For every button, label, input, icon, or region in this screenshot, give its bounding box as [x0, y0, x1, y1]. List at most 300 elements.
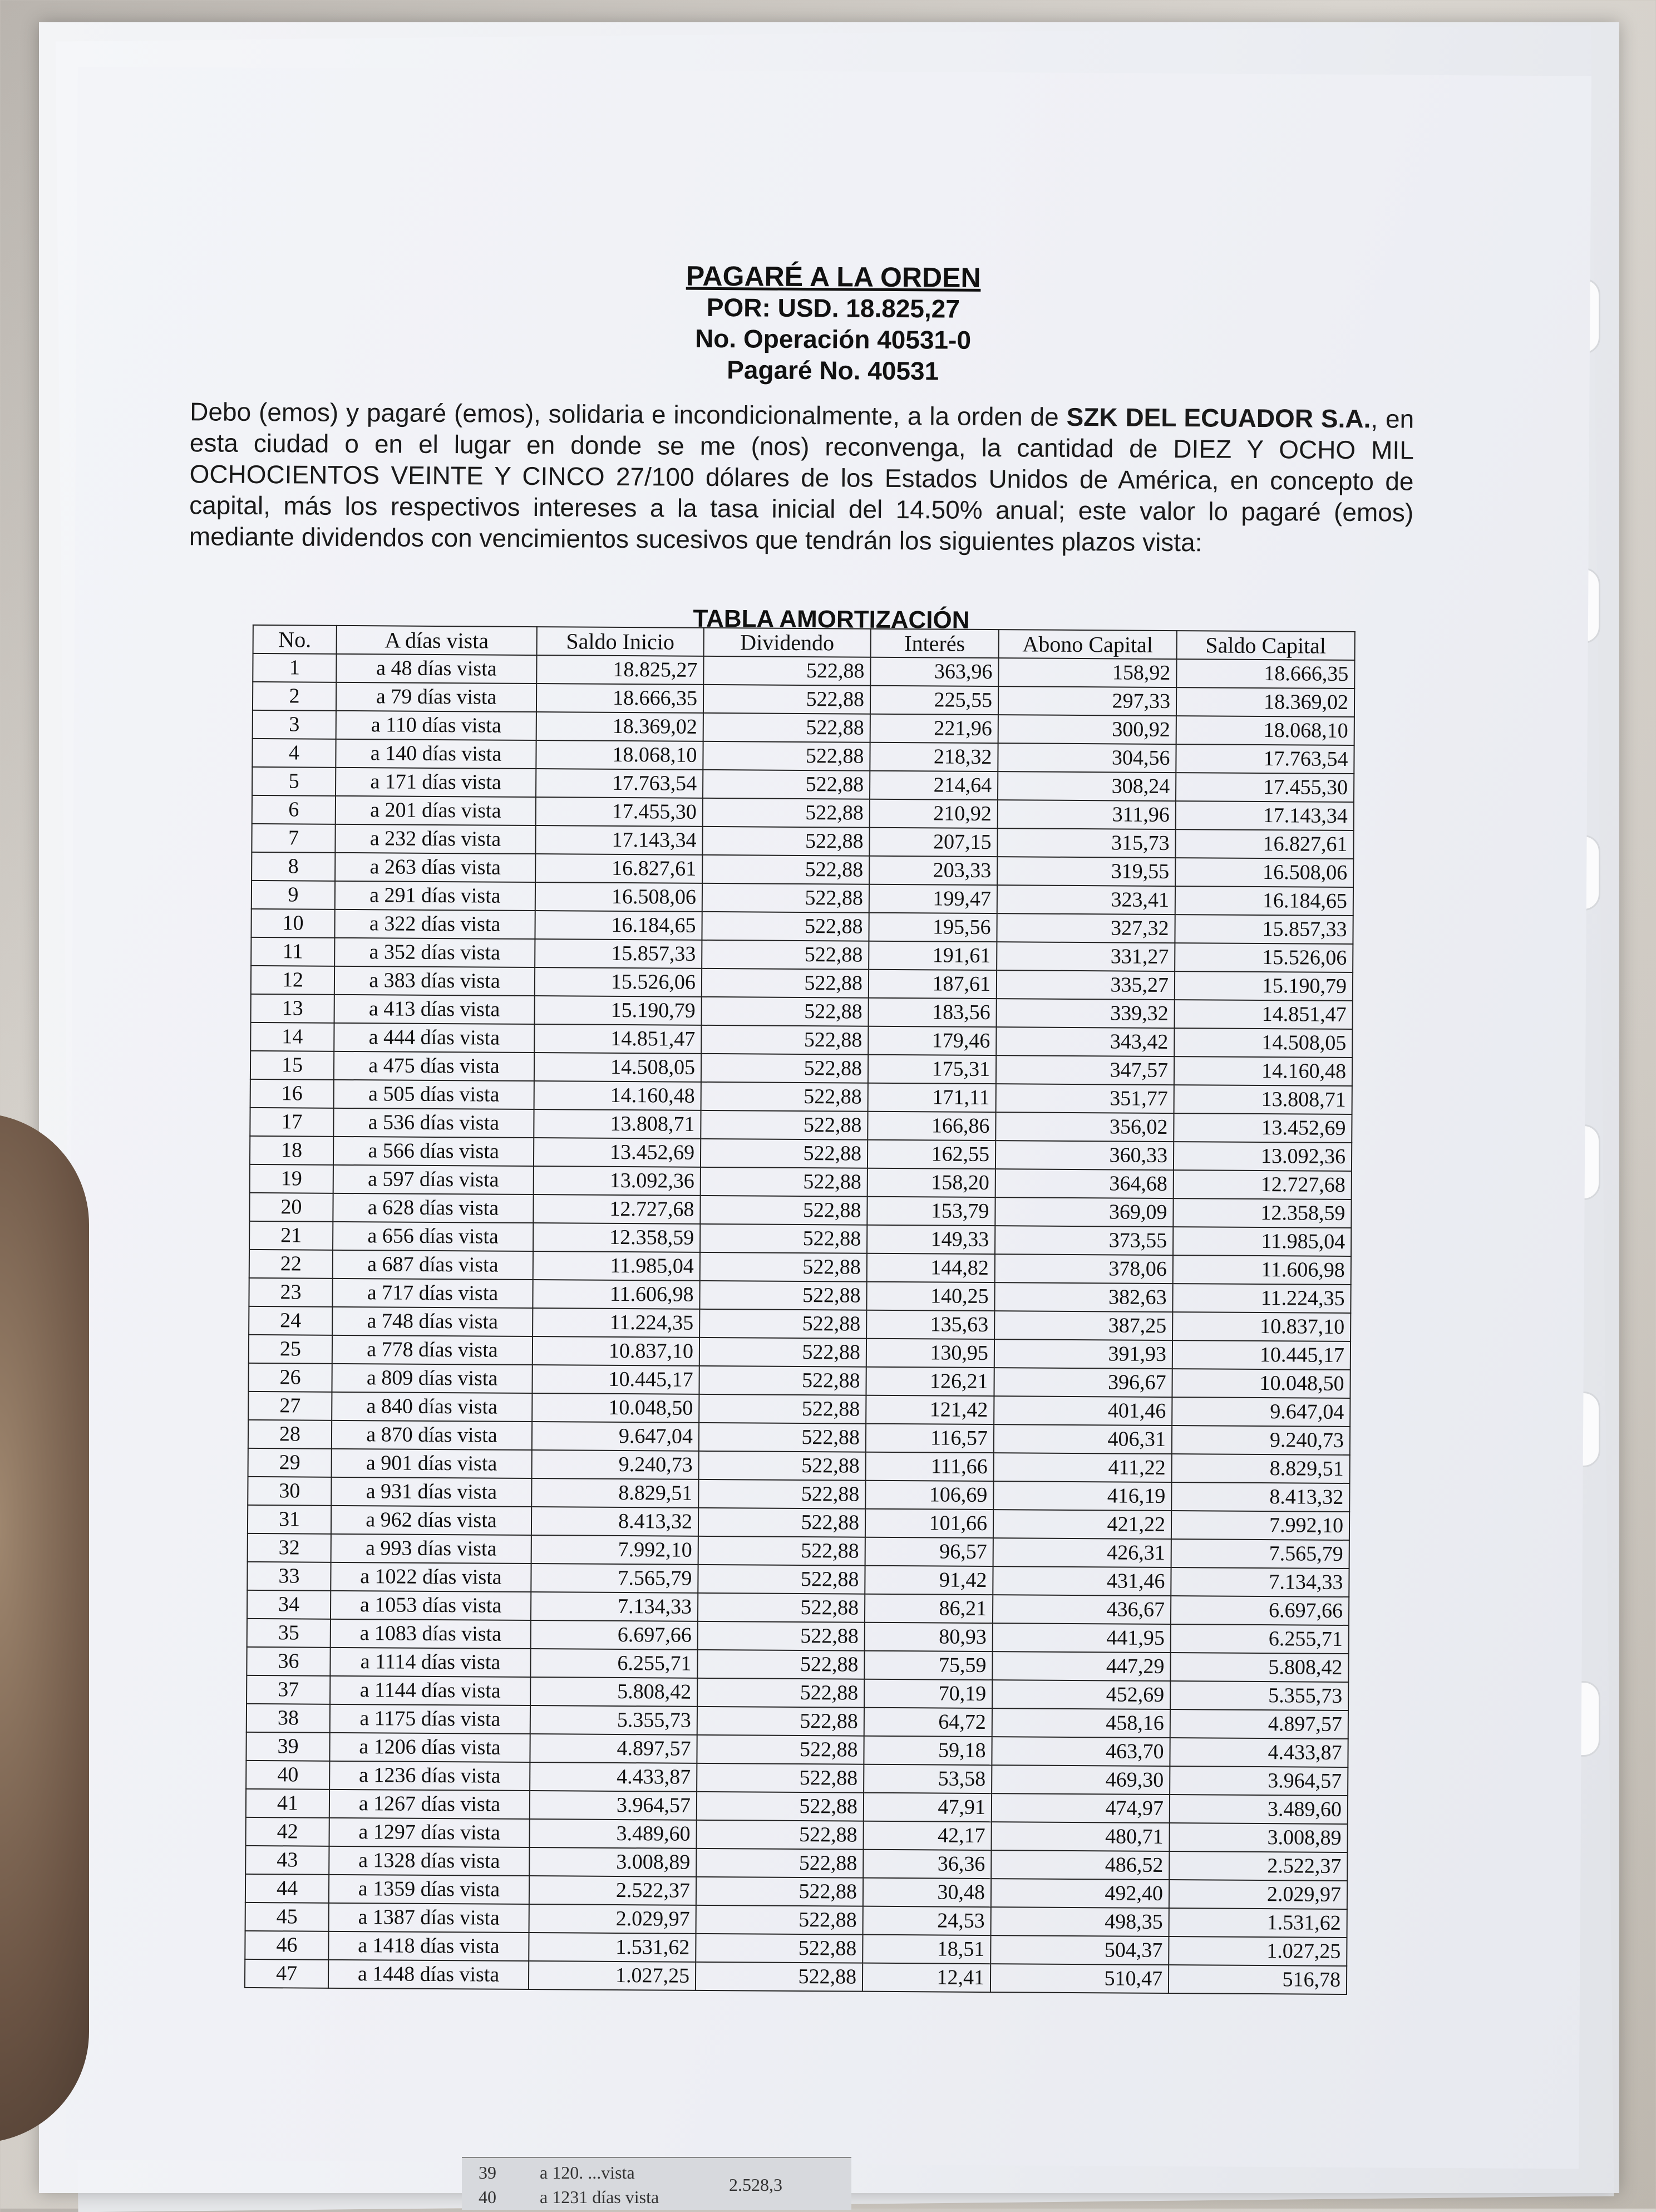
- cell-abono-capital: 373,55: [995, 1226, 1173, 1255]
- cell-saldo-inicio: 18.666,35: [536, 684, 703, 713]
- cell-saldo-inicio: 16.184,65: [535, 911, 702, 940]
- cell-saldo-inicio: 9.647,04: [532, 1422, 699, 1451]
- cell-saldo-capital: 12.358,59: [1173, 1198, 1351, 1228]
- cell-interes: 183,56: [868, 998, 996, 1027]
- cell-dividendo: 522,88: [702, 855, 869, 884]
- cell-dividendo: 522,88: [697, 1792, 864, 1821]
- cell-saldo-capital: 14.508,05: [1174, 1028, 1352, 1058]
- cell-dias-vista: a 110 días vista: [336, 711, 536, 740]
- cell-no: 47: [245, 1959, 328, 1988]
- cell-saldo-capital: 3.008,89: [1169, 1823, 1347, 1852]
- cell-saldo-capital: 9.647,04: [1172, 1397, 1350, 1427]
- cell-no: 46: [245, 1931, 328, 1960]
- cell-interes: 30,48: [863, 1878, 991, 1907]
- cell-saldo-inicio: 18.825,27: [536, 655, 703, 685]
- column-header-saldo-inicio: Saldo Inicio: [537, 627, 704, 656]
- cell-dias-vista: a 840 días vista: [332, 1392, 532, 1422]
- cell-saldo-capital: 18.369,02: [1176, 687, 1354, 717]
- cell-no: 14: [250, 1023, 334, 1051]
- cell-no: 6: [252, 795, 336, 824]
- cell-no: 38: [247, 1704, 330, 1733]
- cell-abono-capital: 431,46: [993, 1566, 1171, 1596]
- cell-abono-capital: 452,69: [992, 1680, 1170, 1709]
- cell-abono-capital: 469,30: [992, 1765, 1170, 1795]
- cell-interes: 80,93: [865, 1623, 993, 1651]
- column-header-abono-capital: Abono Capital: [999, 630, 1177, 659]
- cell-saldo-capital: 7.565,79: [1171, 1539, 1349, 1569]
- cell-saldo-capital: 18.666,35: [1176, 659, 1354, 689]
- cell-interes: 135,63: [866, 1310, 994, 1339]
- cell-dividendo: 522,88: [699, 1366, 866, 1395]
- cell-saldo-inicio: 5.808,42: [530, 1677, 697, 1707]
- cell-interes: 91,42: [865, 1566, 993, 1595]
- cell-no: 28: [248, 1420, 332, 1449]
- cell-no: 7: [252, 824, 335, 853]
- cell-saldo-inicio: 6.255,71: [530, 1649, 697, 1678]
- cell-no: 10: [251, 909, 334, 938]
- cell-saldo-capital: 13.452,69: [1174, 1113, 1352, 1143]
- cell-saldo-inicio: 14.851,47: [534, 1024, 701, 1054]
- cell-interes: 187,61: [869, 970, 997, 999]
- cell-interes: 75,59: [864, 1651, 992, 1680]
- cell-saldo-inicio: 13.452,69: [534, 1138, 701, 1167]
- cell-no: 34: [247, 1590, 331, 1619]
- cell-saldo-capital: 17.763,54: [1176, 744, 1354, 774]
- cell-dividendo: 522,88: [703, 770, 870, 799]
- cell-saldo-capital: 12.727,68: [1174, 1170, 1352, 1200]
- promissory-paragraph: [189, 396, 1414, 559]
- cell-interes: 218,32: [870, 743, 998, 771]
- cell-no: 25: [249, 1335, 332, 1364]
- cell-no: 4: [252, 739, 336, 768]
- cell-dividendo: 522,88: [703, 685, 870, 714]
- cell-interes: 101,66: [865, 1509, 993, 1538]
- cell-no: 15: [250, 1051, 334, 1080]
- cell-dividendo: 522,88: [698, 1565, 865, 1594]
- cell-abono-capital: 378,06: [995, 1254, 1173, 1284]
- cell-saldo-capital: 10.837,10: [1172, 1312, 1351, 1341]
- cell-dias-vista: a 171 días vista: [336, 768, 536, 797]
- cell-interes: 106,69: [865, 1481, 993, 1510]
- column-header-no: No.: [253, 625, 337, 654]
- cell-no: 31: [248, 1505, 331, 1534]
- cell-saldo-capital: 14.160,48: [1174, 1056, 1352, 1086]
- cell-abono-capital: 315,73: [997, 828, 1175, 858]
- cell-saldo-inicio: 7.565,79: [531, 1564, 698, 1593]
- cell-saldo-inicio: 4.897,57: [530, 1734, 697, 1763]
- cell-abono-capital: 323,41: [997, 885, 1175, 915]
- cell-saldo-capital: 2.522,37: [1169, 1851, 1347, 1881]
- cell-dias-vista: a 475 días vista: [334, 1051, 534, 1081]
- cell-no: 33: [247, 1562, 331, 1591]
- cell-interes: 162,55: [868, 1140, 995, 1169]
- cell-no: 45: [245, 1903, 329, 1931]
- cell-dividendo: 522,88: [702, 969, 869, 998]
- cell-dias-vista: a 1053 días vista: [331, 1591, 531, 1620]
- cell-dividendo: 522,88: [703, 741, 870, 771]
- cell-no: 43: [245, 1846, 329, 1875]
- cell-dias-vista: a 1206 días vista: [329, 1733, 530, 1762]
- document-title: PAGARÉ A LA ORDEN: [686, 260, 981, 293]
- cell-saldo-capital: 13.092,36: [1174, 1142, 1352, 1171]
- cell-saldo-capital: 8.413,32: [1171, 1482, 1349, 1512]
- cell-dividendo: 522,88: [698, 1536, 865, 1566]
- cell-dias-vista: a 1022 días vista: [331, 1562, 531, 1592]
- cell-dividendo: 522,88: [700, 1224, 867, 1254]
- cell-abono-capital: 396,67: [994, 1368, 1172, 1397]
- cell-abono-capital: 474,97: [992, 1793, 1170, 1823]
- cell-dias-vista: a 413 días vista: [334, 995, 535, 1024]
- column-header-dias: A días vista: [337, 626, 537, 655]
- cell-abono-capital: 158,92: [998, 658, 1176, 687]
- cell-saldo-inicio: 11.606,98: [533, 1280, 699, 1309]
- cell-no: 11: [251, 937, 334, 966]
- cell-dividendo: 522,88: [696, 1849, 863, 1878]
- cell-saldo-capital: 1.027,25: [1169, 1936, 1347, 1966]
- cell-saldo-capital: 516,78: [1169, 1965, 1347, 1994]
- cell-abono-capital: 360,33: [995, 1141, 1174, 1170]
- cell-no: 16: [250, 1079, 334, 1108]
- cell-interes: 144,82: [867, 1254, 995, 1282]
- cell-saldo-inicio: 1.027,25: [529, 1961, 696, 1990]
- cell-no: 18: [250, 1136, 333, 1165]
- cell-saldo-capital: 6.255,71: [1171, 1624, 1349, 1654]
- cell-dias-vista: a 1387 días vista: [329, 1903, 529, 1933]
- cell-interes: 24,53: [863, 1906, 991, 1935]
- paragraph-part1: Debo (emos) y pagaré (emos), solidaria e incondicionalmente, a la orden de: [190, 397, 1067, 431]
- cell-abono-capital: 335,27: [997, 970, 1175, 1000]
- cell-abono-capital: 300,92: [998, 715, 1176, 744]
- cell-dias-vista: a 687 días vista: [333, 1250, 533, 1280]
- cell-saldo-inicio: 13.092,36: [534, 1166, 701, 1196]
- cell-abono-capital: 327,32: [997, 913, 1175, 943]
- cell-dias-vista: a 597 días vista: [333, 1165, 534, 1195]
- cell-abono-capital: 319,55: [997, 857, 1175, 886]
- cell-abono-capital: 364,68: [995, 1169, 1174, 1198]
- cell-saldo-inicio: 2.029,97: [529, 1904, 696, 1934]
- creditor-name: SZK DEL ECUADOR S.A.: [1066, 402, 1371, 434]
- cell-dias-vista: a 993 días vista: [331, 1534, 531, 1564]
- cell-abono-capital: 351,77: [996, 1084, 1174, 1113]
- cell-dias-vista: a 1267 días vista: [329, 1790, 530, 1819]
- cell-dividendo: 522,88: [696, 1905, 863, 1935]
- cell-saldo-inicio: 17.455,30: [536, 797, 703, 827]
- cell-dividendo: 522,88: [697, 1735, 864, 1764]
- cell-no: 23: [249, 1278, 332, 1307]
- cell-dias-vista: a 505 días vista: [334, 1080, 534, 1109]
- cell-interes: 42,17: [863, 1821, 991, 1850]
- cell-saldo-capital: 1.531,62: [1169, 1908, 1347, 1938]
- cell-abono-capital: 308,24: [998, 771, 1176, 801]
- cell-saldo-capital: 13.808,71: [1174, 1085, 1352, 1114]
- cell-no: 19: [250, 1164, 333, 1193]
- cell-abono-capital: 401,46: [994, 1396, 1172, 1425]
- cell-abono-capital: 458,16: [992, 1708, 1170, 1738]
- cell-abono-capital: 480,71: [991, 1822, 1169, 1851]
- cell-dias-vista: a 717 días vista: [332, 1279, 533, 1308]
- cell-saldo-capital: 10.048,50: [1172, 1369, 1350, 1398]
- cell-abono-capital: 387,25: [994, 1311, 1172, 1340]
- cell-interes: 210,92: [870, 799, 998, 828]
- cell-no: 24: [249, 1306, 332, 1335]
- cell-dividendo: 522,88: [701, 1110, 868, 1140]
- cell-abono-capital: 426,31: [993, 1538, 1171, 1567]
- cell-no: 44: [245, 1874, 329, 1903]
- cell-dividendo: 522,88: [698, 1508, 865, 1537]
- cell-dividendo: 522,88: [701, 1025, 868, 1055]
- cell-dias-vista: a 48 días vista: [336, 654, 536, 684]
- cell-no: 21: [249, 1221, 333, 1250]
- cell-dividendo: 522,88: [699, 1451, 866, 1481]
- cell-dias-vista: a 1083 días vista: [331, 1619, 531, 1649]
- cell-abono-capital: 411,22: [994, 1453, 1172, 1482]
- cell-saldo-capital: 11.606,98: [1173, 1255, 1351, 1285]
- cell-saldo-inicio: 6.697,66: [531, 1620, 698, 1650]
- cell-saldo-inicio: 5.355,73: [530, 1705, 697, 1735]
- cell-saldo-capital: 14.851,47: [1174, 1000, 1352, 1029]
- cell-saldo-capital: 3.964,57: [1170, 1766, 1348, 1796]
- cell-saldo-capital: 17.455,30: [1176, 773, 1354, 802]
- cell-saldo-inicio: 16.827,61: [535, 854, 702, 883]
- cell-no: 2: [253, 682, 336, 711]
- cell-interes: 175,31: [868, 1055, 996, 1084]
- cell-no: 35: [247, 1619, 331, 1648]
- cell-saldo-inicio: 10.048,50: [532, 1393, 699, 1423]
- cell-dividendo: 522,88: [703, 713, 870, 743]
- operation-line: No. Operación 40531-0: [694, 323, 972, 355]
- cell-saldo-capital: 7.134,33: [1171, 1567, 1349, 1597]
- cell-interes: 18,51: [862, 1935, 990, 1964]
- cell-saldo-inicio: 7.134,33: [531, 1592, 698, 1621]
- cell-saldo-capital: 16.184,65: [1175, 886, 1353, 916]
- cell-dias-vista: a 383 días vista: [334, 966, 535, 996]
- cell-dias-vista: a 444 días vista: [334, 1023, 534, 1053]
- cell-saldo-inicio: 18.068,10: [536, 740, 703, 770]
- cell-interes: 36,36: [863, 1850, 991, 1879]
- underlying-table-fragment: [462, 2157, 851, 2210]
- cell-dias-vista: a 263 días vista: [335, 853, 535, 882]
- cell-abono-capital: 406,31: [994, 1424, 1172, 1454]
- cell-dividendo: 522,88: [703, 798, 870, 828]
- cell-dias-vista: a 1328 días vista: [329, 1846, 529, 1876]
- cell-interes: 171,11: [868, 1083, 996, 1112]
- cell-saldo-capital: 4.897,57: [1170, 1709, 1348, 1739]
- cell-interes: 70,19: [864, 1679, 992, 1708]
- cell-interes: 86,21: [865, 1594, 993, 1623]
- cell-dividendo: 522,88: [697, 1650, 864, 1679]
- cell-saldo-capital: 3.489,60: [1170, 1795, 1348, 1824]
- cell-no: 20: [249, 1193, 333, 1222]
- cell-no: 26: [248, 1363, 332, 1392]
- cell-saldo-capital: 18.068,10: [1176, 716, 1354, 745]
- cell-dividendo: 522,88: [699, 1423, 866, 1452]
- cell-saldo-capital: 4.433,87: [1170, 1738, 1348, 1767]
- cell-interes: 96,57: [865, 1537, 993, 1566]
- cell-abono-capital: 347,57: [996, 1055, 1174, 1085]
- cell-saldo-capital: 11.224,35: [1172, 1284, 1351, 1313]
- cell-dias-vista: a 962 días vista: [331, 1506, 531, 1535]
- cell-dividendo: 522,88: [696, 1820, 863, 1850]
- cell-saldo-inicio: 14.160,48: [534, 1081, 701, 1110]
- cell-dividendo: 522,88: [699, 1394, 866, 1424]
- cell-interes: 199,47: [869, 884, 997, 913]
- cell-interes: 363,96: [870, 657, 998, 686]
- cell-dividendo: 522,88: [698, 1479, 865, 1509]
- cell-saldo-inicio: 3.964,57: [530, 1791, 697, 1820]
- cell-saldo-capital: 16.508,06: [1175, 858, 1353, 887]
- cell-dias-vista: a 1297 días vista: [329, 1818, 529, 1847]
- cell-no: 39: [246, 1732, 329, 1761]
- cell-no: 36: [247, 1647, 330, 1676]
- cell-abono-capital: 492,40: [991, 1879, 1169, 1908]
- cell-saldo-inicio: 15.526,06: [535, 967, 702, 997]
- cell-dias-vista: a 901 días vista: [332, 1449, 532, 1478]
- cell-saldo-capital: 5.808,42: [1170, 1653, 1348, 1682]
- cell-saldo-inicio: 16.508,06: [535, 882, 702, 912]
- cell-interes: 179,46: [868, 1026, 996, 1055]
- cell-interes: 191,61: [869, 941, 997, 970]
- cell-dividendo: 522,88: [702, 997, 869, 1026]
- paragraph-part2: , en esta ciudad o en el lugar en donde se me (nos) reconvenga, la cantidad de DIEZ Y OCHO MIL OCHOCIENTOS VEINTE Y CINCO 27/100 dólares de los Estados Unidos de América, en concepto de capital, más los respectivos intereses a la tasa inicial del 14.50% anual; este valor lo pagaré (emos) mediante dividendos con vencimientos sucesivos que tendrán los siguientes plazos vista:: [189, 404, 1414, 557]
- cell-no: 8: [252, 852, 335, 881]
- cell-no: 1: [253, 653, 336, 682]
- cell-saldo-capital: 11.985,04: [1173, 1227, 1351, 1256]
- column-header-saldo-capital: Saldo Capital: [1177, 631, 1355, 660]
- cell-interes: 53,58: [864, 1764, 992, 1793]
- cell-abono-capital: 311,96: [998, 800, 1176, 829]
- amount-line: POR: USD. 18.825,27: [706, 292, 960, 323]
- cell-abono-capital: 339,32: [996, 999, 1174, 1028]
- cell-abono-capital: 421,22: [993, 1510, 1171, 1539]
- cell-saldo-inicio: 3.008,89: [529, 1847, 696, 1877]
- cell-dias-vista: a 322 días vista: [334, 910, 535, 939]
- cell-saldo-inicio: 2.522,37: [529, 1876, 696, 1905]
- cell-no: 9: [252, 881, 335, 910]
- cell-abono-capital: 331,27: [997, 942, 1175, 971]
- column-header-interes: Interés: [871, 629, 999, 658]
- table-row: [245, 1959, 1347, 1994]
- cell-saldo-capital: 10.445,17: [1172, 1340, 1351, 1370]
- cell-interes: 203,33: [869, 856, 997, 885]
- cell-abono-capital: 486,52: [991, 1850, 1169, 1880]
- cell-dias-vista: a 809 días vista: [332, 1364, 532, 1393]
- cell-no: 37: [247, 1675, 330, 1704]
- cell-interes: 195,56: [869, 913, 997, 942]
- cell-dias-vista: a 628 días vista: [333, 1193, 533, 1223]
- amortization-table: [244, 625, 1356, 1995]
- cell-dias-vista: a 352 días vista: [334, 938, 535, 967]
- cell-dias-vista: a 201 días vista: [336, 796, 536, 825]
- cell-saldo-inicio: 8.829,51: [531, 1478, 698, 1508]
- cell-abono-capital: 441,95: [993, 1623, 1171, 1653]
- cell-dividendo: 522,88: [699, 1309, 866, 1339]
- cell-interes: 166,86: [868, 1112, 995, 1141]
- cell-interes: 12,41: [862, 1963, 990, 1992]
- cell-dividendo: 522,88: [701, 1139, 868, 1168]
- cell-saldo-inicio: 17.143,34: [535, 825, 702, 855]
- cell-dividendo: 522,88: [697, 1763, 864, 1793]
- cell-interes: 64,72: [864, 1708, 992, 1737]
- cell-abono-capital: 369,09: [995, 1197, 1173, 1227]
- cell-no: 5: [252, 767, 336, 796]
- cell-interes: 158,20: [868, 1168, 995, 1197]
- pagare-document: [65, 67, 1591, 2169]
- cell-saldo-inicio: 10.837,10: [533, 1336, 699, 1366]
- cell-abono-capital: 504,37: [990, 1935, 1169, 1965]
- cell-dias-vista: a 1236 días vista: [329, 1761, 530, 1791]
- cell-dias-vista: a 291 días vista: [335, 881, 535, 911]
- cell-saldo-capital: 8.829,51: [1172, 1454, 1350, 1483]
- cell-dias-vista: a 79 días vista: [336, 682, 536, 712]
- cell-saldo-inicio: 15.857,33: [535, 939, 702, 969]
- cell-abono-capital: 391,93: [994, 1339, 1172, 1369]
- cell-dias-vista: a 1359 días vista: [329, 1875, 529, 1904]
- cell-interes: 59,18: [864, 1736, 992, 1765]
- fragment-row-no: 39: [479, 2162, 496, 2182]
- cell-saldo-capital: 2.029,97: [1169, 1880, 1347, 1909]
- cell-interes: 126,21: [866, 1367, 994, 1396]
- cell-saldo-capital: 7.992,10: [1171, 1511, 1349, 1540]
- column-header-dividendo: Dividendo: [704, 628, 871, 657]
- cell-no: 22: [249, 1250, 333, 1279]
- cell-saldo-capital: 16.827,61: [1175, 829, 1353, 859]
- cell-no: 40: [246, 1761, 329, 1790]
- cell-dividendo: 522,88: [701, 1054, 868, 1083]
- cell-interes: 130,95: [866, 1339, 994, 1368]
- cell-dividendo: 522,88: [697, 1678, 864, 1708]
- cell-dias-vista: a 1448 días vista: [328, 1960, 529, 1989]
- cell-interes: 47,91: [864, 1793, 992, 1822]
- cell-dias-vista: a 931 días vista: [331, 1477, 531, 1507]
- cell-dias-vista: a 1175 días vista: [330, 1704, 530, 1734]
- cell-no: 32: [248, 1533, 331, 1562]
- cell-abono-capital: 304,56: [998, 743, 1176, 773]
- fragment-row-dias: a 1231 días vista: [540, 2187, 659, 2207]
- cell-saldo-inicio: 7.992,10: [531, 1535, 698, 1565]
- table-title: TABLA AMORTIZACIÓN: [693, 604, 970, 634]
- cell-dividendo: 522,88: [702, 883, 869, 913]
- cell-abono-capital: 447,29: [992, 1651, 1170, 1681]
- cell-no: 41: [246, 1789, 329, 1818]
- cell-no: 17: [250, 1108, 333, 1137]
- cell-saldo-inicio: 4.433,87: [530, 1762, 697, 1792]
- cell-dias-vista: a 870 días vista: [332, 1420, 532, 1450]
- cell-saldo-inicio: 12.358,59: [533, 1223, 700, 1252]
- cell-dividendo: 522,88: [702, 940, 869, 970]
- cell-interes: 221,96: [870, 714, 998, 743]
- fragment-row-no: 40: [479, 2187, 496, 2207]
- cell-saldo-capital: 15.857,33: [1175, 915, 1353, 944]
- cell-saldo-inicio: 11.985,04: [533, 1251, 700, 1281]
- fragment-row-value: 2.528,3: [729, 2175, 782, 2195]
- cell-abono-capital: 416,19: [993, 1481, 1171, 1511]
- cell-dias-vista: a 1114 días vista: [330, 1648, 530, 1677]
- cell-dias-vista: a 140 días vista: [336, 739, 536, 769]
- cell-dividendo: 522,88: [696, 1877, 863, 1906]
- cell-abono-capital: 356,02: [995, 1112, 1174, 1142]
- table-body: [245, 653, 1355, 1994]
- cell-abono-capital: 297,33: [998, 686, 1176, 716]
- cell-interes: 111,66: [866, 1452, 994, 1481]
- cell-saldo-inicio: 15.190,79: [535, 996, 702, 1025]
- holding-hand: [0, 1113, 89, 2143]
- cell-saldo-inicio: 11.224,35: [533, 1308, 699, 1338]
- cell-no: 30: [248, 1477, 331, 1506]
- cell-abono-capital: 343,42: [996, 1027, 1174, 1056]
- cell-saldo-capital: 9.240,73: [1172, 1425, 1350, 1455]
- cell-saldo-inicio: 17.763,54: [536, 769, 703, 798]
- cell-no: 27: [248, 1392, 332, 1420]
